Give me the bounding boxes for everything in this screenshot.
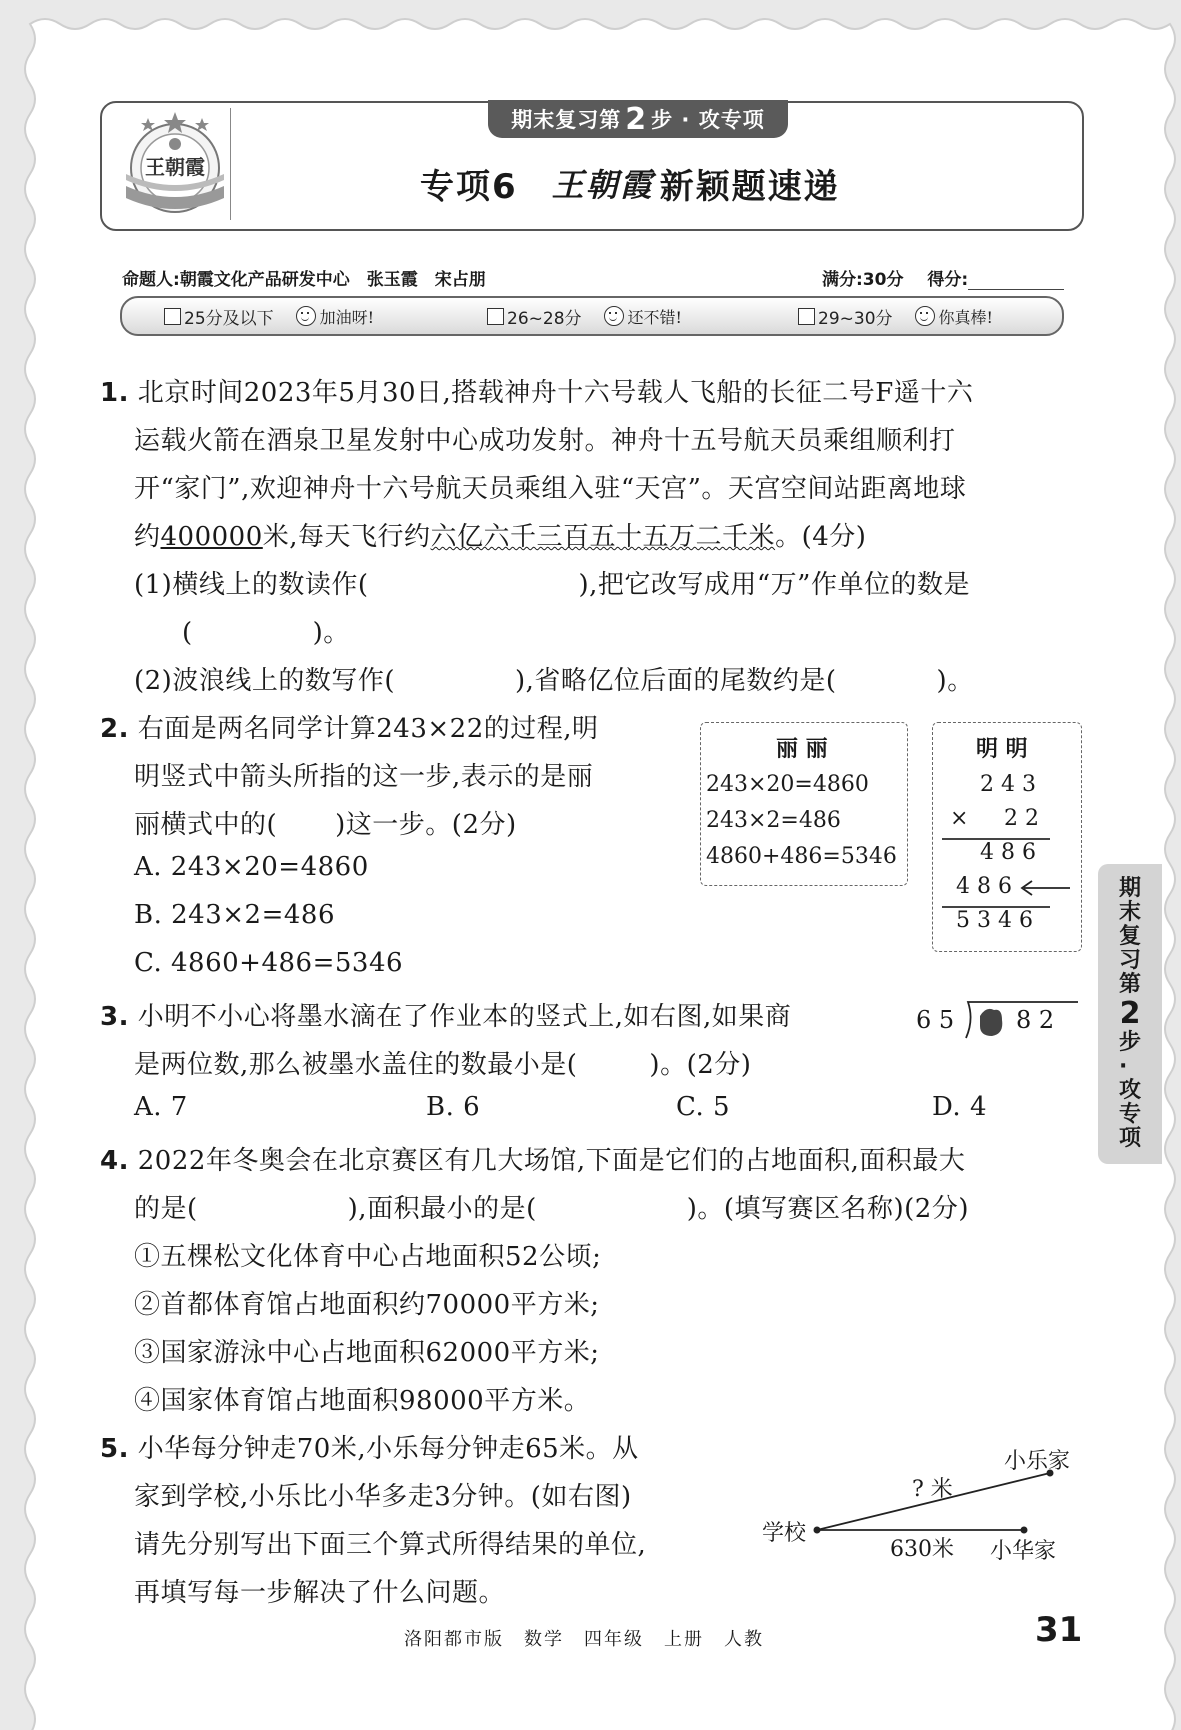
q2-line-2: 明竖式中箭头所指的这一步,表示的是丽 <box>134 762 594 792</box>
q2-line-3 <box>134 804 517 841</box>
grade-item <box>164 298 374 334</box>
q1-text: ),省略亿位后面的尾数约是( <box>514 666 837 696</box>
lili-row: 243×20=4860 <box>706 772 869 797</box>
q3-line-2 <box>134 1044 751 1081</box>
q4-text: ),面积最小的是( <box>347 1194 537 1224</box>
divisor: 6 5 <box>916 1006 955 1034</box>
arrow-left-icon <box>1018 878 1072 898</box>
grade-comment: 你真棒! <box>938 307 993 327</box>
grade-range: 25分及以下 <box>184 308 274 329</box>
mingming-row: 2 2 <box>1004 806 1039 831</box>
author-label: 命题人: <box>122 270 180 290</box>
q4-line-2 <box>134 1188 969 1225</box>
side-tab-number: 2 <box>1119 996 1141 1031</box>
question-number: 1. <box>100 378 129 408</box>
grade-checkbox[interactable] <box>164 308 181 325</box>
q1-text: )。 <box>312 618 350 648</box>
q2-text: 丽横式中的( <box>134 810 278 840</box>
grade-bar <box>120 296 1064 336</box>
page-number: 31 <box>1035 1610 1083 1650</box>
q5-line-1 <box>100 1428 639 1465</box>
q3-option-a[interactable]: A. 7 <box>134 1092 188 1122</box>
q4-text: )。(填写赛区名称)(2分) <box>686 1194 969 1224</box>
question-number: 3. <box>100 1002 129 1032</box>
grade-comment: 加油呀! <box>319 307 375 327</box>
lili-row: 243×2=486 <box>706 808 841 833</box>
grade-range: 26~28分 <box>507 308 582 329</box>
q5-line-3: 请先分别写出下面三个算式所得结果的单位, <box>134 1530 647 1560</box>
q3-line-1 <box>100 996 791 1033</box>
q4-item: ④国家体育馆占地面积98000平方米。 <box>134 1386 591 1416</box>
unknown-distance-label: ? 米 <box>912 1477 953 1502</box>
side-tab-text: 步 · 攻 专 项 <box>1118 1030 1141 1151</box>
q5-text: 小华每分钟走70米,小乐每分钟走65米。从 <box>137 1434 639 1464</box>
full-score: 满分:30分 <box>822 270 904 290</box>
smiley-icon <box>296 306 316 326</box>
q2-option-c[interactable]: C. 4860+486=5346 <box>134 948 404 978</box>
score-blank[interactable] <box>968 271 1064 290</box>
xiaohua-home-label: 小华家 <box>990 1539 1057 1564</box>
q1-text: 米,每天飞行约 <box>262 522 431 552</box>
q1-line-1 <box>100 372 973 409</box>
q3-option-d[interactable]: D. 4 <box>932 1092 987 1122</box>
school-label: 学校 <box>762 1521 807 1546</box>
q2-text: )这一步。(2分) <box>335 810 517 840</box>
author-names: 朝霞文化产品研发中心 张玉霞 宋占朋 <box>179 270 486 290</box>
score-label: 得分: <box>927 270 969 290</box>
lili-name: 丽 丽 <box>776 736 828 762</box>
title-suffix: 新颖题速递 <box>659 166 840 207</box>
q3-text: 小明不小心将墨水滴在了作业本的竖式上,如右图,如果商 <box>137 1002 792 1032</box>
dividend: 8 2 <box>1016 1006 1055 1034</box>
xiaole-home-label: 小乐家 <box>1004 1449 1071 1474</box>
q1-text: 约 <box>134 522 161 552</box>
distance-label: 630米 <box>890 1537 954 1562</box>
svg-text:王朝霞: 王朝霞 <box>145 155 205 179</box>
q3-text: )。(2分) <box>649 1050 752 1080</box>
grade-item <box>487 298 682 334</box>
smiley-icon <box>604 306 624 326</box>
side-tab-text: 期 末 复 习 第 <box>1118 876 1141 997</box>
q3-option-c[interactable]: C. 5 <box>676 1092 731 1122</box>
mingming-name: 明 明 <box>976 736 1028 762</box>
grade-checkbox[interactable] <box>798 308 815 325</box>
q2-option-b[interactable]: B. 243×2=486 <box>134 900 335 930</box>
q1-line-2: 运载火箭在酒泉卫星发射中心成功发射。神舟十五号航天员乘组顺利打 <box>134 426 956 456</box>
grade-comment: 还不错! <box>627 307 682 327</box>
q4-item: ①五棵松文化体育中心占地面积52公顷; <box>134 1242 602 1272</box>
q1-text: 北京时间2023年5月30日,搭载神舟十六号载人飞船的长征二号F遥十六 <box>137 378 974 408</box>
q2-option-a[interactable]: A. 243×20=4860 <box>134 852 369 882</box>
grade-range: 29~30分 <box>818 308 893 329</box>
q1-text: (1)横线上的数读作( <box>134 570 369 600</box>
footer-text: 洛阳都市版 数学 四年级 上册 人教 <box>404 1629 764 1650</box>
q4-item: ②首都体育馆占地面积约70000平方米; <box>134 1290 600 1320</box>
grade-item <box>798 298 993 334</box>
q2-text: 右面是两名同学计算243×22的过程,明 <box>137 714 599 744</box>
q5-line-4: 再填写每一步解决了什么问题。 <box>134 1578 506 1608</box>
q1-text: ( <box>182 618 193 648</box>
q1-text: (2)波浪线上的数写作( <box>134 666 395 696</box>
q1-sub-2 <box>134 660 974 697</box>
q1-text: ),把它改写成用“万”作单位的数是 <box>578 570 970 600</box>
underlined-number: 400000 <box>160 522 263 552</box>
q3-text: 是两位数,那么被墨水盖住的数最小是( <box>134 1050 578 1080</box>
wavy-number: 六亿六千三百五十五万二千米 <box>430 522 776 552</box>
question-number: 4. <box>100 1146 129 1176</box>
q2-line-1 <box>100 708 599 745</box>
mingming-row: 5 3 4 6 <box>956 908 1033 933</box>
question-number: 2. <box>100 714 129 744</box>
step-tab <box>488 100 788 138</box>
q4-text: 的是( <box>134 1194 198 1224</box>
mingming-row: 4 8 6 <box>980 840 1036 865</box>
grade-checkbox[interactable] <box>487 308 504 325</box>
step-tab-number: 2 <box>625 101 648 137</box>
side-tab <box>1098 864 1162 1164</box>
brand-logo <box>118 108 233 220</box>
q4-line-1 <box>100 1140 965 1177</box>
q3-option-b[interactable]: B. 6 <box>426 1092 481 1122</box>
q1-sub-1b <box>182 612 350 649</box>
title-prefix: 专项6 <box>420 166 518 207</box>
multiply-sign: × <box>950 806 969 831</box>
step-tab-suffix: 步 · 攻专项 <box>651 108 765 132</box>
title-brand: 王朝霞 <box>551 166 654 204</box>
q5-line-2: 家到学校,小乐比小华多走3分钟。(如右图) <box>134 1482 632 1512</box>
page-title <box>420 155 900 211</box>
q1-line-4 <box>134 516 866 553</box>
mingming-row: 2 4 3 <box>980 772 1036 797</box>
step-tab-prefix: 期末复习第 <box>511 108 622 132</box>
mingming-row: 4 8 6 <box>956 874 1012 899</box>
author-line <box>122 265 486 290</box>
q1-text: )。 <box>936 666 974 696</box>
question-number: 5. <box>100 1434 129 1464</box>
q4-item: ③国家游泳中心占地面积62000平方米; <box>134 1338 600 1368</box>
q1-sub-1 <box>134 564 970 601</box>
smiley-icon <box>915 306 935 326</box>
lili-row: 4860+486=5346 <box>706 844 897 869</box>
q1-line-3: 开“家门”,欢迎神舟十六号航天员乘组入驻“天宫”。天宫空间站距离地球 <box>134 474 967 504</box>
score-line <box>822 265 1064 290</box>
q4-text: 2022年冬奥会在北京赛区有几大场馆,下面是它们的占地面积,面积最大 <box>137 1146 966 1176</box>
logo-divider <box>230 108 231 220</box>
q1-text: 。(4分) <box>775 522 867 552</box>
